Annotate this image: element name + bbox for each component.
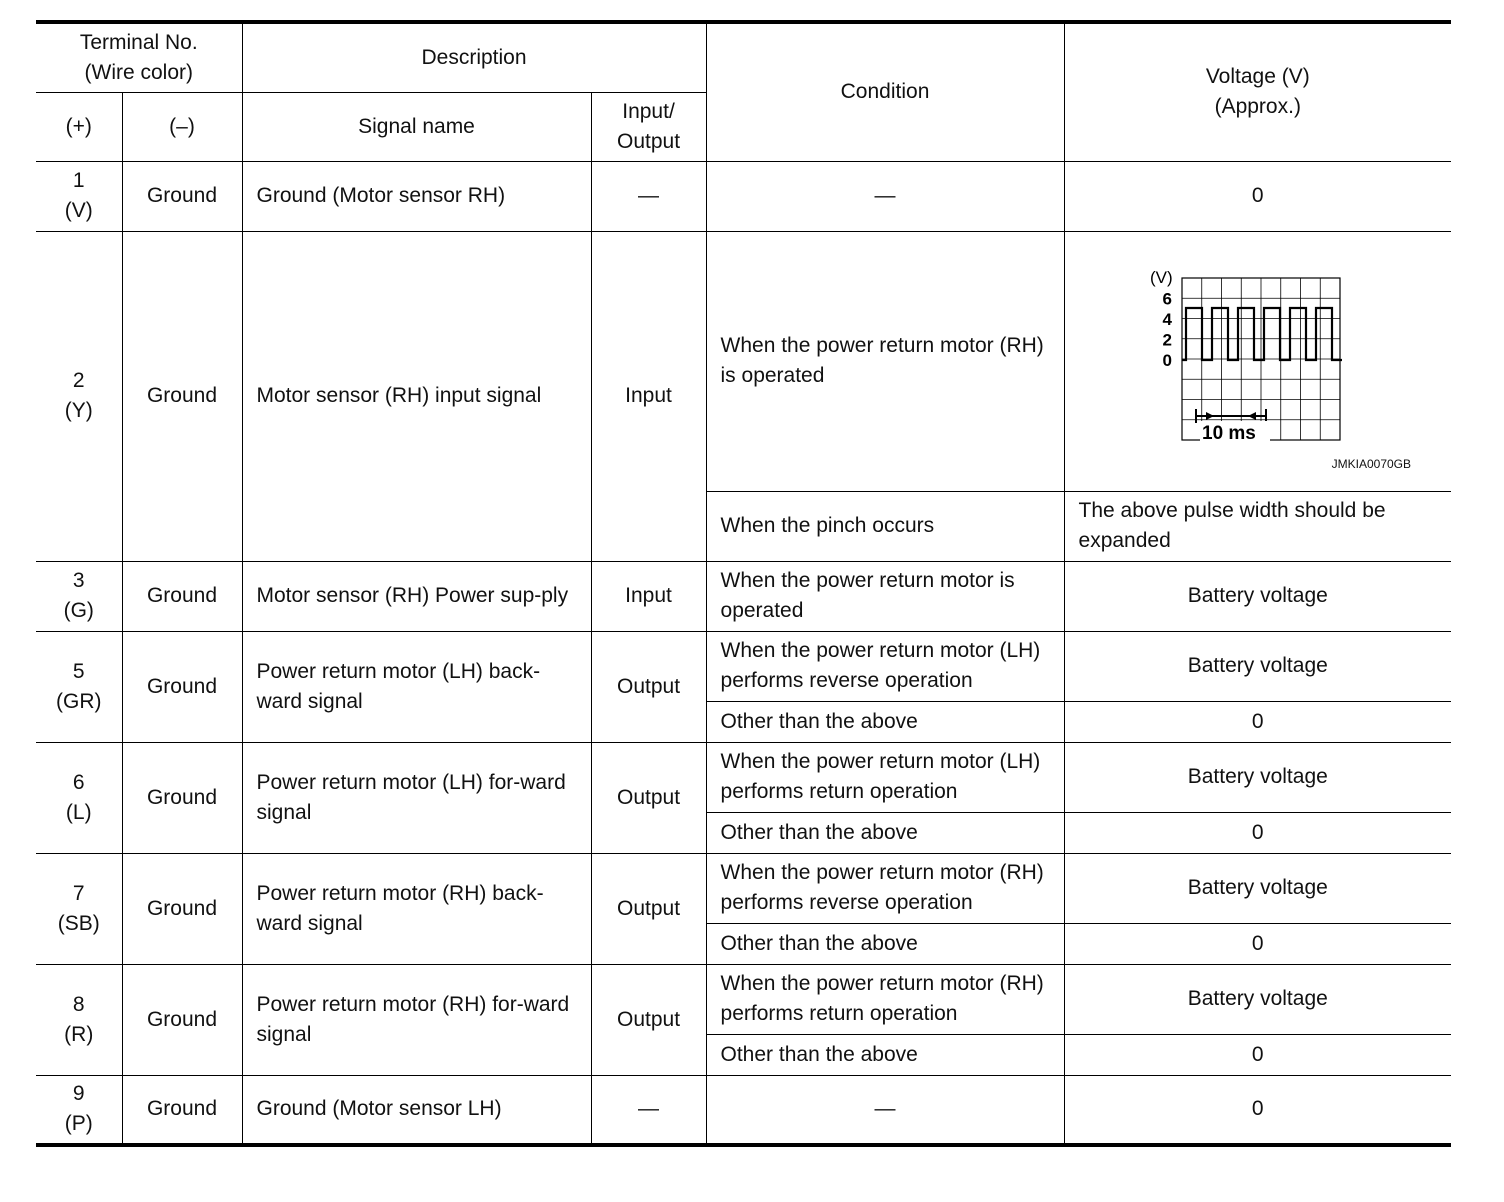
terminal-no-header: [36, 22, 242, 92]
voltage-cell: Battery voltage: [1064, 631, 1451, 701]
io-cell: Input: [591, 561, 706, 631]
table-row: [36, 1075, 1451, 1145]
wire-color: (Y): [64, 399, 93, 422]
waveform-y-ticks: [1162, 290, 1172, 371]
terminal-cell: [36, 1075, 122, 1145]
figure-code: JMKIA0070GB: [1331, 456, 1412, 471]
minus-cell: Ground: [122, 853, 242, 964]
voltage-cell: 0: [1064, 1075, 1451, 1145]
io-cell: Output: [591, 742, 706, 853]
voltage-cell: 0: [1064, 701, 1451, 742]
terminal-number: 9: [72, 1082, 85, 1106]
wire-color-label: (Wire color): [84, 60, 193, 84]
terminal-cell: [36, 561, 122, 631]
minus-cell: Ground: [122, 231, 242, 561]
signal-cell: Motor sensor (RH) Power sup-ply: [242, 561, 591, 631]
terminal-cell: [36, 161, 122, 231]
time-label: 10 ms: [1201, 423, 1256, 444]
wire-color: (L): [65, 800, 92, 824]
voltage-cell: 0: [1064, 1034, 1451, 1075]
y-tick-label: 6: [1162, 289, 1172, 309]
minus-cell: Ground: [122, 561, 242, 631]
terminal-cell: [36, 631, 122, 742]
signal-name-header: Signal name: [242, 92, 591, 161]
header-row-1: [36, 22, 1451, 92]
minus-cell: Ground: [122, 1075, 242, 1145]
condition-cell: When the power return motor (LH) performs reverse operation: [706, 631, 1064, 701]
io-cell: Input: [591, 231, 706, 561]
wire-color: (R): [64, 1022, 94, 1046]
voltage-cell: Battery voltage: [1064, 964, 1451, 1034]
terminal-cell: [36, 964, 122, 1075]
terminal-no-label: Terminal No.: [79, 30, 198, 54]
voltage-cell: Battery voltage: [1064, 561, 1451, 631]
table-row: [36, 853, 1451, 923]
signal-cell: Power return motor (RH) back-ward signal: [242, 853, 591, 964]
minus-header: (–): [122, 92, 242, 161]
io-label-input: Input/: [622, 99, 675, 123]
table-row: [36, 231, 1451, 491]
wire-color: (SB): [57, 911, 100, 935]
table-row: [36, 964, 1451, 1034]
terminal-number: 6: [72, 770, 85, 794]
terminal-number: 5: [72, 659, 85, 683]
condition-cell: Other than the above: [706, 812, 1064, 853]
wire-color: (G): [63, 599, 94, 622]
signal-cell: Power return motor (LH) for-ward signal: [242, 742, 591, 853]
y-tick-label: 0: [1162, 351, 1172, 370]
io-cell: —: [591, 1075, 706, 1145]
pulse-signal-line: [1182, 308, 1342, 360]
terminal-cell: [36, 231, 122, 561]
y-tick-label: 4: [1162, 310, 1172, 329]
signal-cell: Power return motor (RH) for-ward signal: [242, 964, 591, 1075]
terminal-number: 3: [72, 569, 85, 592]
condition-cell: Other than the above: [706, 701, 1064, 742]
io-header: [591, 92, 706, 161]
condition-cell: When the power return motor (RH) is operated: [706, 231, 1064, 491]
condition-cell: When the pinch occurs: [706, 491, 1064, 561]
table-row: [36, 161, 1451, 231]
condition-cell: When the power return motor (RH) performs reverse operation: [706, 853, 1064, 923]
waveform-unit: (V): [1149, 268, 1173, 287]
voltage-label: Voltage (V): [1205, 65, 1310, 89]
io-cell: Output: [591, 964, 706, 1075]
pulse-waveform-graph: [1148, 266, 1368, 456]
waveform-cell: [1064, 231, 1451, 491]
voltage-cell: Battery voltage: [1064, 853, 1451, 923]
terminal-number: 7: [72, 881, 85, 905]
voltage-cell: Battery voltage: [1064, 742, 1451, 812]
wire-color: (V): [64, 199, 93, 222]
table-row: [36, 742, 1451, 812]
approx-label: (Approx.): [1214, 95, 1301, 119]
wire-color: (GR): [56, 689, 102, 713]
minus-cell: Ground: [122, 631, 242, 742]
time-span-marker: [1196, 409, 1266, 423]
condition-cell: Other than the above: [706, 923, 1064, 964]
io-label-output: Output: [616, 129, 681, 153]
signal-cell: Ground (Motor sensor RH): [242, 161, 591, 231]
y-tick-label: 2: [1162, 330, 1172, 350]
signal-cell: Power return motor (LH) back-ward signal: [242, 631, 591, 742]
condition-cell: When the power return motor (LH) performs return operation: [706, 742, 1064, 812]
terminal-number: 8: [72, 992, 85, 1016]
wire-color: (P): [64, 1112, 93, 1136]
io-cell: Output: [591, 631, 706, 742]
condition-header: Condition: [706, 22, 1064, 161]
table-row: [36, 561, 1451, 631]
condition-cell: Other than the above: [706, 1034, 1064, 1075]
voltage-cell: 0: [1064, 161, 1451, 231]
signal-cell: Ground (Motor sensor LH): [242, 1075, 591, 1145]
description-header: Description: [242, 22, 706, 92]
condition-cell: —: [706, 1075, 1064, 1145]
minus-cell: Ground: [122, 964, 242, 1075]
io-cell: —: [591, 161, 706, 231]
condition-cell: When the power return motor (RH) performs return operation: [706, 964, 1064, 1034]
terminal-spec-table: [36, 20, 1451, 1147]
signal-cell: Motor sensor (RH) input signal: [242, 231, 591, 561]
terminal-cell: [36, 853, 122, 964]
terminal-cell: [36, 742, 122, 853]
voltage-cell: The above pulse width should be expanded: [1064, 491, 1451, 561]
minus-cell: Ground: [122, 742, 242, 853]
voltage-cell: 0: [1064, 812, 1451, 853]
minus-cell: Ground: [122, 161, 242, 231]
terminal-number: 2: [72, 369, 85, 392]
voltage-cell: 0: [1064, 923, 1451, 964]
terminal-number: 1: [72, 169, 85, 192]
plus-header: (+): [36, 92, 122, 161]
table-row: [36, 631, 1451, 701]
io-cell: Output: [591, 853, 706, 964]
condition-cell: —: [706, 161, 1064, 231]
condition-cell: When the power return motor is operated: [706, 561, 1064, 631]
voltage-header: [1064, 22, 1451, 161]
